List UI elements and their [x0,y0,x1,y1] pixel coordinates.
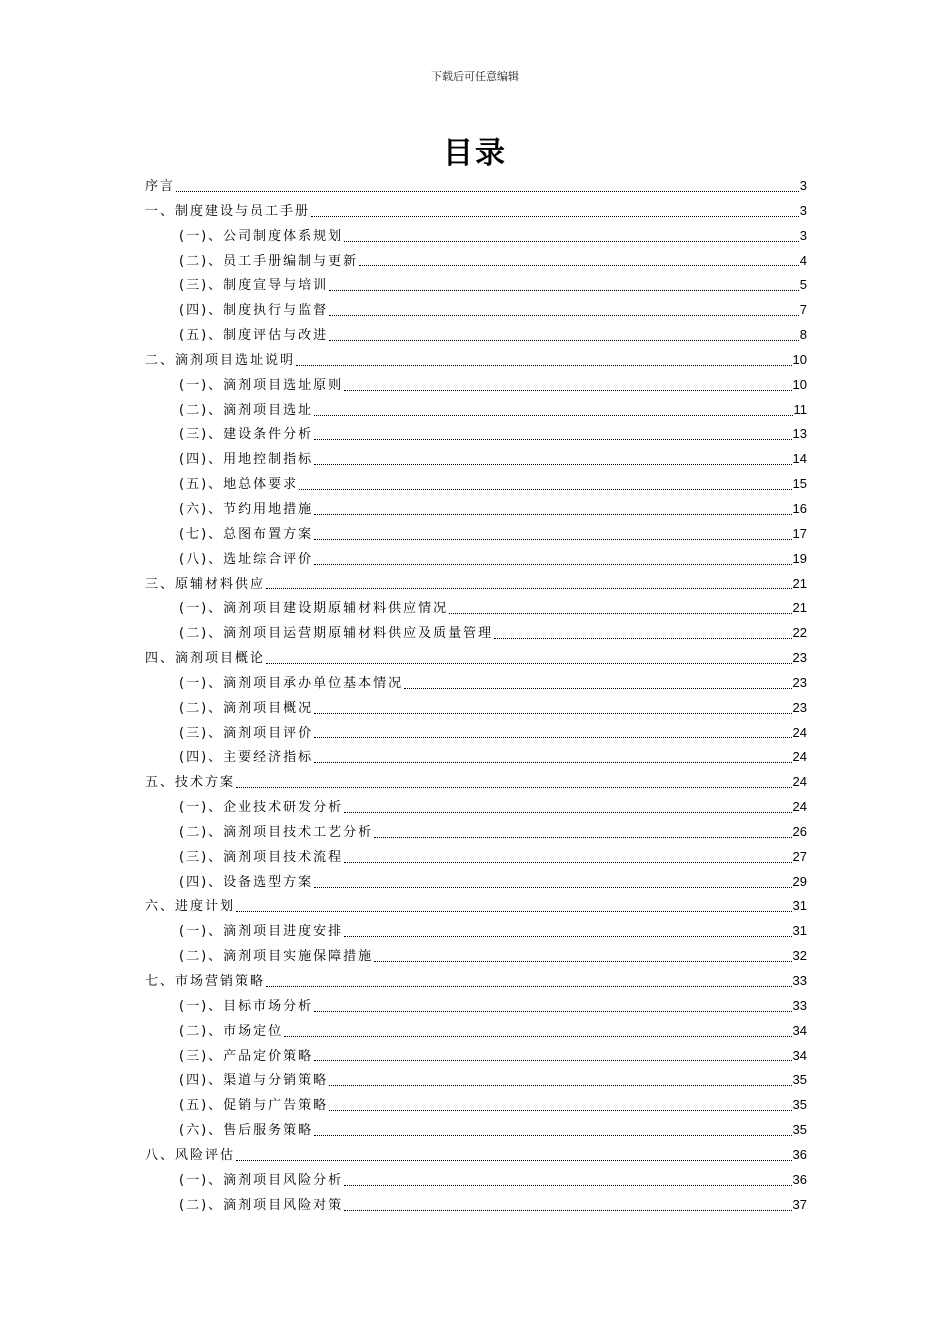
toc-entry[interactable] [145,199,807,224]
toc-dot-leader [374,961,791,962]
toc-entry-label: (二)、滴剂项目风险对策 [179,1197,344,1213]
toc-entry-page: 16 [792,500,807,516]
toc-entry-page: 33 [792,973,807,988]
page-title: 目录 [443,136,507,171]
toc-entry[interactable] [145,1019,807,1044]
toc-entry-page: 24 [792,749,807,765]
toc-entry-label: (一)、滴剂项目选址原则 [179,377,344,393]
toc-dot-leader [344,241,799,242]
toc-entry-label: (二)、滴剂项目运营期原辅材料供应及质量管理 [179,626,494,642]
toc-dot-leader [299,489,791,490]
toc-dot-leader [314,564,791,565]
toc-entry[interactable] [145,472,807,497]
toc-entry[interactable] [145,348,807,373]
toc-dot-leader [314,1135,791,1136]
toc-entry[interactable] [145,547,807,572]
toc-dot-leader [176,191,799,192]
toc-entry-label: (二)、滴剂项目概况 [179,700,314,716]
toc-entry-page: 17 [792,525,807,541]
toc-dot-leader [314,415,792,416]
toc-entry[interactable] [145,1143,807,1168]
toc-entry-label: 一、制度建设与员工手册 [145,203,311,219]
toc-entry[interactable] [145,1168,807,1193]
toc-entry-label: 四、滴剂项目概论 [145,651,266,667]
toc-entry[interactable] [145,522,807,547]
toc-dot-leader [374,837,791,838]
toc-entry-page: 23 [792,650,807,666]
toc-entry-page: 3 [799,202,807,218]
toc-entry-label: (三)、滴剂项目评价 [179,725,314,741]
toc-dot-leader [329,315,799,316]
toc-entry-label: (五)、制度评估与改进 [179,328,329,344]
toc-entry-page: 24 [792,774,807,790]
toc-entry-label: (二)、滴剂项目实施保障措施 [179,949,374,965]
toc-entry[interactable] [145,696,807,721]
toc-dot-leader [236,1160,792,1161]
toc-entry-label: (一)、公司制度体系规划 [179,228,344,244]
toc-entry-page: 5 [799,277,807,293]
toc-entry-label: (二)、员工手册编制与更新 [179,253,359,269]
toc-entry-label: (二)、滴剂项目技术工艺分析 [179,824,374,840]
toc-entry-page: 3 [799,227,807,243]
toc-entry-page: 14 [792,451,807,467]
toc-entry-page: 26 [792,823,807,839]
toc-entry-page: 21 [792,600,807,616]
toc-dot-leader [359,265,799,266]
toc-entry-label: (二)、市场定位 [179,1023,284,1039]
toc-entry[interactable] [145,224,807,249]
toc-dot-leader [266,986,792,987]
toc-dot-leader [236,787,792,788]
toc-entry-page: 36 [792,1146,807,1162]
toc-entry[interactable] [145,298,807,323]
toc-entry[interactable] [145,1068,807,1093]
toc-entry-page: 24 [792,724,807,740]
toc-dot-leader [296,365,792,366]
toc-entry-label: (五)、地总体要求 [179,477,299,493]
toc-entry-label: (六)、节约用地措施 [179,501,314,517]
toc-dot-leader [314,1060,791,1061]
toc-dot-leader [329,290,799,291]
toc-entry-label: (七)、总图布置方案 [179,526,314,542]
toc-entry-page: 15 [792,476,807,492]
toc-entry-label: (三)、制度宣导与培训 [179,278,329,294]
toc-entry-label: (一)、企业技术研发分析 [179,800,344,816]
toc-dot-leader [314,1011,791,1012]
toc-dot-leader [284,1036,791,1037]
toc-entry[interactable] [145,919,807,944]
toc-dot-leader [344,812,791,813]
toc-entry-page: 35 [792,1122,807,1138]
toc-entry-label: (三)、滴剂项目技术流程 [179,849,344,865]
toc-entry[interactable] [145,969,807,994]
toc-entry-label: 序言 [145,179,176,194]
toc-entry-label: 六、进度计划 [145,899,236,915]
toc-dot-leader [329,1110,791,1111]
toc-dot-leader [314,464,791,465]
toc-entry-page: 19 [792,550,807,566]
toc-entry-label: (一)、滴剂项目承办单位基本情况 [179,675,404,691]
toc-entry[interactable] [145,398,807,423]
toc-entry-page: 35 [792,1097,807,1113]
toc-entry-label: (四)、主要经济指标 [179,750,314,766]
toc-dot-leader [314,713,791,714]
toc-dot-leader [404,688,791,689]
toc-dot-leader [314,887,791,888]
toc-entry-label: 三、原辅材料供应 [145,576,266,592]
toc-entry-label: (一)、滴剂项目进度安排 [179,924,344,940]
toc-entry-page: 24 [792,799,807,815]
toc-entry-label: 五、技术方案 [145,775,236,791]
toc-entry-label: (五)、促销与广告策略 [179,1098,329,1114]
toc-entry-page: 23 [792,699,807,715]
toc-entry-page: 7 [799,302,807,318]
toc-dot-leader [314,514,791,515]
toc-entry-page: 4 [799,252,807,268]
toc-dot-leader [236,911,792,912]
toc-dot-leader [344,936,791,937]
toc-dot-leader [329,340,799,341]
toc-dot-leader [266,663,792,664]
toc-entry-label: (一)、滴剂项目风险分析 [179,1172,344,1188]
toc-entry-label: (三)、建设条件分析 [179,427,314,443]
toc-entry[interactable] [145,894,807,919]
toc-entry-page: 32 [792,948,807,964]
toc-entry[interactable] [145,1118,807,1143]
toc-entry[interactable] [145,671,807,696]
header-note: 下载后可任意编辑 [431,70,519,83]
toc-entry-page: 21 [792,575,807,591]
toc-entry-page: 23 [792,674,807,690]
toc-dot-leader [329,1085,791,1086]
toc-entry[interactable] [145,1193,807,1218]
toc-entry[interactable] [145,870,807,895]
toc-entry[interactable] [145,422,807,447]
toc-entry[interactable] [145,596,807,621]
toc-entry[interactable] [145,770,807,795]
toc-entry-label: (一)、滴剂项目建设期原辅材料供应情况 [179,601,449,617]
toc-entry[interactable] [145,447,807,472]
toc-entry-page: 37 [792,1196,807,1212]
toc-entry-page: 8 [799,327,807,343]
toc-entry[interactable] [145,845,807,870]
toc-entry-label: (二)、滴剂项目选址 [179,402,314,418]
toc-entry[interactable] [145,323,807,348]
toc-entry[interactable] [145,621,807,646]
toc-entry-page: 27 [792,848,807,864]
toc-entry-page: 35 [792,1072,807,1088]
toc-dot-leader [344,390,791,391]
toc-entry[interactable] [145,944,807,969]
toc-dot-leader [314,737,791,738]
toc-entry-label: 七、市场营销策略 [145,974,266,989]
toc-entry[interactable] [145,497,807,522]
toc-entry[interactable] [145,572,807,597]
toc-entry[interactable] [145,721,807,746]
toc-entry[interactable] [145,249,807,274]
toc-dot-leader [494,638,791,639]
toc-entry-label: (四)、设备选型方案 [179,874,314,890]
toc-entry-page: 36 [792,1171,807,1187]
table-of-contents [145,174,807,1217]
toc-entry-page: 3 [799,178,807,193]
toc-entry-page: 31 [792,898,807,914]
toc-dot-leader [314,539,791,540]
toc-entry-label: 八、风险评估 [145,1147,236,1163]
toc-dot-leader [314,762,791,763]
toc-entry-label: (四)、渠道与分销策略 [179,1073,329,1089]
toc-entry-page: 33 [792,997,807,1013]
toc-dot-leader [314,439,791,440]
toc-entry-page: 34 [792,1022,807,1038]
toc-entry[interactable] [145,174,807,199]
toc-dot-leader [344,1210,791,1211]
toc-entry-label: 二、滴剂项目选址说明 [145,352,296,368]
toc-entry-page: 34 [792,1047,807,1063]
toc-dot-leader [344,862,791,863]
toc-dot-leader [344,1185,791,1186]
toc-entry[interactable] [145,994,807,1019]
toc-entry-page: 13 [792,426,807,442]
toc-dot-leader [311,216,799,217]
toc-entry[interactable] [145,795,807,820]
toc-entry[interactable] [145,1093,807,1118]
toc-entry-label: (三)、产品定价策略 [179,1048,314,1064]
toc-entry[interactable] [145,646,807,671]
toc-entry-page: 29 [792,873,807,889]
toc-entry-page: 11 [793,401,807,417]
toc-entry-label: (四)、用地控制指标 [179,452,314,468]
toc-entry-label: (四)、制度执行与监督 [179,303,329,319]
toc-entry[interactable] [145,273,807,298]
toc-entry-page: 22 [792,625,807,641]
toc-entry-page: 31 [792,923,807,939]
toc-entry[interactable] [145,745,807,770]
toc-entry[interactable] [145,373,807,398]
toc-entry-label: (一)、目标市场分析 [179,998,314,1014]
toc-entry-label: (八)、选址综合评价 [179,551,314,567]
toc-entry[interactable] [145,820,807,845]
toc-dot-leader [266,588,792,589]
toc-entry-page: 10 [792,351,807,367]
toc-entry[interactable] [145,1044,807,1069]
toc-entry-page: 10 [792,376,807,392]
toc-entry-label: (六)、售后服务策略 [179,1123,314,1139]
toc-dot-leader [449,613,791,614]
